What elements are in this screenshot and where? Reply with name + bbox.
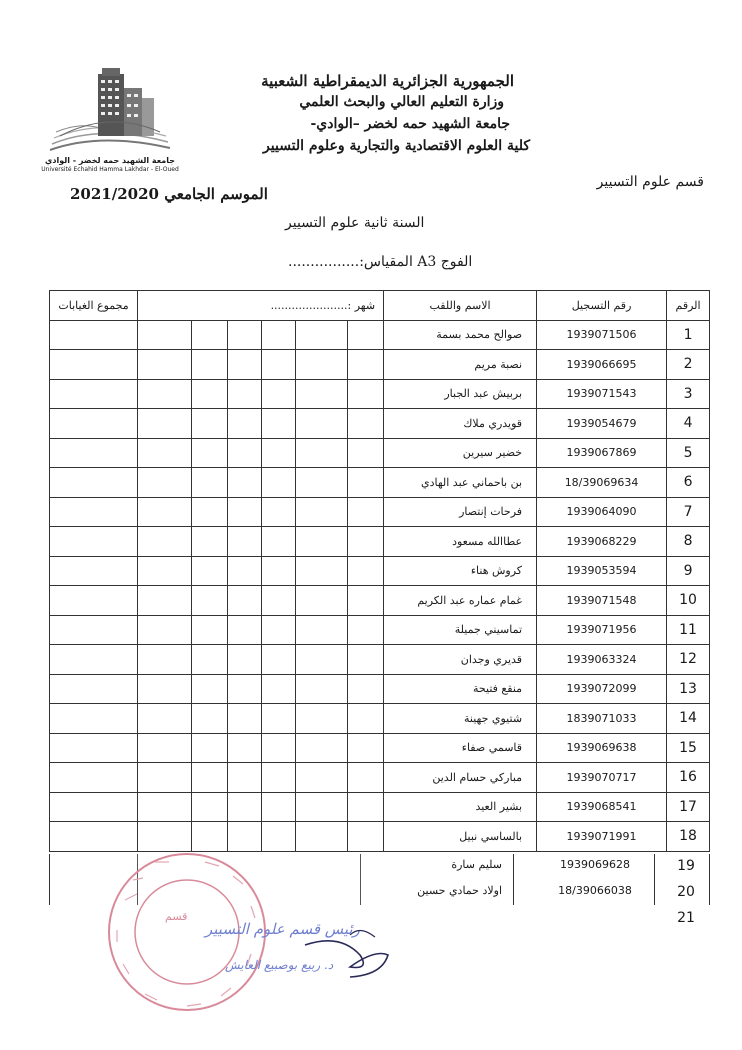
total-absences-cell[interactable] — [50, 645, 138, 675]
student-name-cell: اولاد حمادي حسين — [417, 884, 502, 898]
attendance-cell[interactable] — [296, 527, 348, 557]
table-row — [50, 438, 710, 468]
attendance-cell[interactable] — [348, 320, 384, 350]
attendance-cell[interactable] — [296, 320, 348, 350]
attendance-cell[interactable] — [192, 320, 228, 350]
attendance-cell[interactable] — [192, 615, 228, 645]
student-name-cell: صوالح محمد بسمة — [384, 320, 537, 350]
table-row — [50, 615, 710, 645]
table-row — [50, 674, 710, 704]
attendance-cell[interactable] — [228, 792, 262, 822]
attendance-cell[interactable] — [138, 674, 192, 704]
registration-number-cell: 1939064090 — [537, 497, 667, 527]
attendance-cell[interactable] — [228, 379, 262, 409]
total-absences-cell[interactable] — [50, 468, 138, 498]
attendance-cell[interactable] — [138, 822, 192, 852]
attendance-cell[interactable] — [262, 556, 296, 586]
faculty-title: كلية العلوم الاقتصادية والتجارية وعلوم التسيير — [263, 138, 530, 154]
row-number-cell: 3 — [667, 379, 710, 409]
attendance-cell[interactable] — [192, 350, 228, 380]
attendance-cell[interactable] — [348, 409, 384, 439]
attendance-cell[interactable] — [138, 350, 192, 380]
table-row — [50, 556, 710, 586]
header-total-absences: مجموع الغيابات — [50, 291, 138, 321]
student-name-cell: بن باحماني عبد الهادي — [384, 468, 537, 498]
attendance-cell[interactable] — [262, 733, 296, 763]
attendance-cell[interactable] — [138, 645, 192, 675]
attendance-cell[interactable] — [262, 468, 296, 498]
student-name-cell: شتيوي جهينة — [384, 704, 537, 734]
attendance-cell[interactable] — [228, 527, 262, 557]
attendance-cell[interactable] — [228, 468, 262, 498]
attendance-cell[interactable] — [348, 645, 384, 675]
row-number-cell: 19 — [677, 858, 695, 875]
logo-text-arabic: جامعة الشهيد حمه لخضر - الوادي — [45, 156, 175, 165]
student-name-cell: كروش هناء — [384, 556, 537, 586]
year-title: السنة ثانية علوم التسيير — [285, 215, 425, 231]
registration-number-cell: 18/39069634 — [537, 468, 667, 498]
total-absences-cell[interactable] — [50, 497, 138, 527]
total-absences-cell[interactable] — [50, 763, 138, 793]
row-number-cell: 13 — [667, 674, 710, 704]
attendance-cell[interactable] — [296, 497, 348, 527]
total-absences-cell[interactable] — [50, 674, 138, 704]
attendance-cell[interactable] — [348, 733, 384, 763]
attendance-cell[interactable] — [192, 645, 228, 675]
student-name-cell: تماسيني جميلة — [384, 615, 537, 645]
attendance-cell[interactable] — [138, 320, 192, 350]
row-number-cell: 2 — [667, 350, 710, 380]
grid-line — [360, 854, 361, 905]
total-absences-cell[interactable] — [50, 792, 138, 822]
attendance-cell[interactable] — [296, 763, 348, 793]
registration-number-cell: 1839071033 — [537, 704, 667, 734]
total-absences-cell[interactable] — [50, 586, 138, 616]
attendance-cell[interactable] — [348, 822, 384, 852]
row-number-cell: 6 — [667, 468, 710, 498]
registration-number-cell: 18/39066038 — [558, 884, 632, 898]
attendance-cell[interactable] — [228, 645, 262, 675]
total-absences-cell[interactable] — [50, 704, 138, 734]
row-number-cell: 17 — [667, 792, 710, 822]
registration-number-cell: 1939054679 — [537, 409, 667, 439]
university-title: جامعة الشهيد حمه لخضر –الوادي- — [310, 116, 510, 132]
logo-caption — [40, 156, 180, 174]
row-number-cell: 5 — [667, 438, 710, 468]
attendance-cell[interactable] — [262, 379, 296, 409]
attendance-cell[interactable] — [262, 497, 296, 527]
attendance-cell[interactable] — [262, 615, 296, 645]
registration-number-cell: 1939069638 — [537, 733, 667, 763]
table-row — [50, 704, 710, 734]
table-body — [50, 320, 710, 851]
attendance-cell[interactable] — [296, 733, 348, 763]
attendance-cell[interactable] — [228, 763, 262, 793]
attendance-cell[interactable] — [262, 586, 296, 616]
attendance-table — [49, 290, 710, 852]
attendance-cell[interactable] — [138, 792, 192, 822]
stamp-center-text: قسم — [165, 910, 188, 923]
academic-season: الموسم الجامعي 2021/2020 — [70, 185, 268, 203]
attendance-cell[interactable] — [262, 350, 296, 380]
table-row — [50, 586, 710, 616]
registration-number-cell: 1939071506 — [537, 320, 667, 350]
attendance-cell[interactable] — [228, 704, 262, 734]
row-number-cell: 20 — [677, 884, 695, 901]
attendance-cell[interactable] — [192, 497, 228, 527]
table-header-row — [50, 291, 710, 321]
attendance-cell[interactable] — [138, 409, 192, 439]
header-name: الاسم واللقب — [384, 291, 537, 321]
grid-line — [513, 854, 514, 905]
attendance-cell[interactable] — [262, 438, 296, 468]
registration-number-cell: 1939068541 — [537, 792, 667, 822]
attendance-cell[interactable] — [296, 586, 348, 616]
table-row — [50, 350, 710, 380]
row-number-cell: 8 — [667, 527, 710, 557]
attendance-cell[interactable] — [296, 468, 348, 498]
student-name-cell: خضير سيرين — [384, 438, 537, 468]
table-row — [50, 409, 710, 439]
grid-line — [49, 854, 50, 905]
attendance-cell[interactable] — [228, 556, 262, 586]
attendance-cell[interactable] — [228, 822, 262, 852]
registration-number-cell: 1939071956 — [537, 615, 667, 645]
table-row — [50, 645, 710, 675]
attendance-cell[interactable] — [348, 792, 384, 822]
attendance-cell[interactable] — [348, 350, 384, 380]
row-number-cell: 16 — [667, 763, 710, 793]
registration-number-cell: 1939053594 — [537, 556, 667, 586]
grid-line — [654, 854, 655, 905]
registration-number-cell: 1939072099 — [537, 674, 667, 704]
total-absences-cell[interactable] — [50, 350, 138, 380]
attendance-cell[interactable] — [228, 409, 262, 439]
student-name-cell: غمام عماره عبد الكريم — [384, 586, 537, 616]
attendance-cell[interactable] — [296, 704, 348, 734]
republic-title: الجمهورية الجزائرية الديمقراطية الشعبية — [261, 72, 514, 90]
total-absences-cell[interactable] — [50, 409, 138, 439]
row-number-cell: 7 — [667, 497, 710, 527]
registration-number-cell: 1939071543 — [537, 379, 667, 409]
attendance-cell[interactable] — [138, 556, 192, 586]
student-name-cell: قاسمي صفاء — [384, 733, 537, 763]
attendance-cell[interactable] — [348, 468, 384, 498]
attendance-cell[interactable] — [192, 792, 228, 822]
student-name-cell: بالساسي نبيل — [384, 822, 537, 852]
attendance-cell[interactable] — [138, 704, 192, 734]
student-name-cell: فرحات إنتصار — [384, 497, 537, 527]
table-row — [50, 822, 710, 852]
row-number-cell: 9 — [667, 556, 710, 586]
total-absences-cell[interactable] — [50, 822, 138, 852]
registration-number-cell: 1939069628 — [560, 858, 630, 872]
attendance-cell[interactable] — [262, 763, 296, 793]
attendance-cell[interactable] — [192, 586, 228, 616]
attendance-cell[interactable] — [296, 674, 348, 704]
row-number-cell: 18 — [667, 822, 710, 852]
registration-number-cell: 1939068229 — [537, 527, 667, 557]
attendance-cell[interactable] — [262, 409, 296, 439]
attendance-cell[interactable] — [228, 586, 262, 616]
attendance-cell[interactable] — [296, 645, 348, 675]
attendance-cell[interactable] — [138, 763, 192, 793]
attendance-cell[interactable] — [228, 438, 262, 468]
ministry-title: وزارة التعليم العالي والبحث العلمي — [299, 94, 504, 110]
department-head-title: رئيس قسم علوم التسيير — [205, 920, 360, 938]
department-label: قسم علوم التسيير — [596, 174, 704, 190]
row-number-cell: 1 — [667, 320, 710, 350]
attendance-cell[interactable] — [192, 704, 228, 734]
student-name-cell: بربيش عبد الجبار — [384, 379, 537, 409]
total-absences-cell[interactable] — [50, 615, 138, 645]
attendance-cell[interactable] — [348, 527, 384, 557]
attendance-cell[interactable] — [296, 556, 348, 586]
attendance-cell[interactable] — [348, 379, 384, 409]
student-name-cell: منقع فتيحة — [384, 674, 537, 704]
attendance-cell[interactable] — [192, 822, 228, 852]
attendance-cell[interactable] — [228, 615, 262, 645]
row-number-cell: 4 — [667, 409, 710, 439]
attendance-cell[interactable] — [348, 438, 384, 468]
attendance-cell[interactable] — [228, 674, 262, 704]
student-name-cell: قديري وجدان — [384, 645, 537, 675]
handwritten-signature — [200, 915, 400, 995]
attendance-cell[interactable] — [262, 527, 296, 557]
attendance-cell[interactable] — [228, 497, 262, 527]
table-row — [50, 497, 710, 527]
table-row — [50, 468, 710, 498]
attendance-cell[interactable] — [348, 704, 384, 734]
attendance-cell[interactable] — [262, 792, 296, 822]
attendance-cell[interactable] — [228, 320, 262, 350]
total-absences-cell[interactable] — [50, 527, 138, 557]
attendance-cell[interactable] — [192, 763, 228, 793]
registration-number-cell: 1939067869 — [537, 438, 667, 468]
attendance-cell[interactable] — [296, 409, 348, 439]
attendance-cell[interactable] — [138, 379, 192, 409]
total-absences-cell[interactable] — [50, 379, 138, 409]
header-month: شهر :...................... — [138, 291, 384, 321]
row-number-cell: 15 — [667, 733, 710, 763]
student-name-cell: نصبة مريم — [384, 350, 537, 380]
attendance-cell[interactable] — [228, 350, 262, 380]
grid-line — [709, 854, 710, 905]
attendance-cell[interactable] — [262, 822, 296, 852]
registration-number-cell: 1939063324 — [537, 645, 667, 675]
total-absences-cell[interactable] — [50, 733, 138, 763]
student-name-cell: عطاالله مسعود — [384, 527, 537, 557]
attendance-cell[interactable] — [228, 733, 262, 763]
attendance-cell[interactable] — [192, 468, 228, 498]
header-number: الرقم — [667, 291, 710, 321]
row-number-cell: 14 — [667, 704, 710, 734]
attendance-cell[interactable] — [192, 556, 228, 586]
attendance-cell[interactable] — [192, 409, 228, 439]
table-row — [50, 733, 710, 763]
student-name-cell: قويدري ملاك — [384, 409, 537, 439]
attendance-cell[interactable] — [348, 615, 384, 645]
row-number-cell: 11 — [667, 615, 710, 645]
attendance-cell[interactable] — [262, 674, 296, 704]
attendance-cell[interactable] — [192, 379, 228, 409]
registration-number-cell: 1939071548 — [537, 586, 667, 616]
attendance-cell[interactable] — [348, 497, 384, 527]
total-absences-cell[interactable] — [50, 438, 138, 468]
table-row — [50, 527, 710, 557]
attendance-cell[interactable] — [348, 674, 384, 704]
table-row — [50, 792, 710, 822]
attendance-cell[interactable] — [262, 645, 296, 675]
attendance-cell[interactable] — [138, 497, 192, 527]
department-head-name: د. ربيع بوصبيع العايش — [225, 958, 334, 972]
row-number-cell: 10 — [667, 586, 710, 616]
attendance-cell[interactable] — [192, 438, 228, 468]
attendance-cell[interactable] — [296, 379, 348, 409]
attendance-cell[interactable] — [138, 615, 192, 645]
attendance-cell[interactable] — [296, 822, 348, 852]
attendance-cell[interactable] — [296, 438, 348, 468]
logo-text-french: Université Echahid Hamma Lakhdar - El-Oued — [41, 166, 179, 173]
table-row — [50, 320, 710, 350]
registration-number-cell: 1939066695 — [537, 350, 667, 380]
attendance-cell[interactable] — [138, 586, 192, 616]
group-subject-line: الفوج A3 المقياس:................ — [288, 254, 473, 270]
attendance-cell[interactable] — [192, 733, 228, 763]
attendance-cell[interactable] — [262, 704, 296, 734]
registration-number-cell: 1939071991 — [537, 822, 667, 852]
attendance-cell[interactable] — [296, 792, 348, 822]
total-absences-cell[interactable] — [50, 320, 138, 350]
attendance-cell[interactable] — [192, 674, 228, 704]
student-name-cell: سليم سارة — [451, 858, 502, 872]
header-registration: رقم التسجيل — [537, 291, 667, 321]
attendance-cell[interactable] — [296, 615, 348, 645]
attendance-cell[interactable] — [262, 320, 296, 350]
attendance-cell[interactable] — [348, 586, 384, 616]
student-name-cell: مباركي حسام الدين — [384, 763, 537, 793]
attendance-cell[interactable] — [296, 350, 348, 380]
attendance-cell[interactable] — [138, 527, 192, 557]
attendance-cell[interactable] — [138, 438, 192, 468]
attendance-cell[interactable] — [348, 556, 384, 586]
attendance-cell[interactable] — [138, 733, 192, 763]
table-row — [50, 379, 710, 409]
attendance-cell[interactable] — [192, 527, 228, 557]
registration-number-cell: 1939070717 — [537, 763, 667, 793]
row-number-cell: 21 — [677, 910, 695, 927]
total-absences-cell[interactable] — [50, 556, 138, 586]
row-number-cell: 12 — [667, 645, 710, 675]
table-row — [50, 763, 710, 793]
student-name-cell: بشير العيد — [384, 792, 537, 822]
attendance-cell[interactable] — [138, 468, 192, 498]
attendance-cell[interactable] — [348, 763, 384, 793]
